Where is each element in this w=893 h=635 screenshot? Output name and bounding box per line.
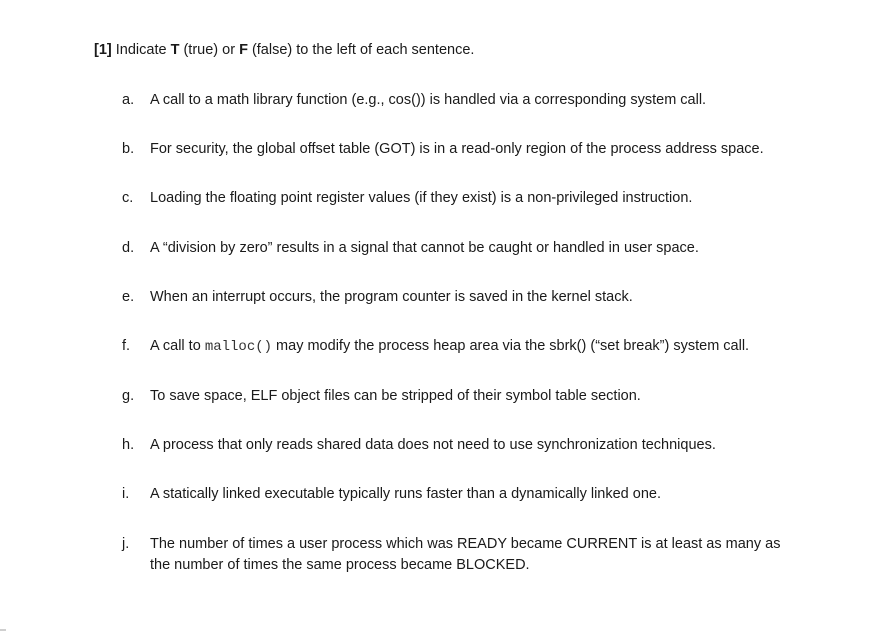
item-letter: c. <box>122 190 134 206</box>
item-text: For security, the global offset table (GOT) is in a read-only region of the process address space. <box>150 141 764 157</box>
false-letter: F <box>239 42 248 58</box>
item-text <box>150 534 810 576</box>
item-text: A “division by zero” results in a signal that cannot be caught or handled in user space. <box>150 240 699 256</box>
page-corner-mark <box>0 629 6 631</box>
item-letter: g. <box>122 388 135 404</box>
item-text: Loading the floating point register values (if they exist) is a non-privileged instruction. <box>150 190 693 206</box>
item-text: A process that only reads shared data does not need to use synchronization techniques. <box>150 437 716 453</box>
item-text: When an interrupt occurs, the program counter is saved in the kernel stack. <box>150 289 633 305</box>
question-intro-after: (false) to the left of each sentence. <box>247 42 475 58</box>
item-letter: d. <box>122 240 135 256</box>
item-text: A statically linked executable typically runs faster than a dynamically linked one. <box>150 486 661 502</box>
item-text: A call to a math library function (e.g., cos()) is handled via a corresponding system call. <box>150 92 707 108</box>
item-text-line1: The number of times a user process which was READY became CURRENT is at least as many as <box>150 536 781 552</box>
item-letter: i. <box>122 486 130 502</box>
item-text-line2: the number of times the same process became BLOCKED. <box>150 557 530 573</box>
item-text-after: may modify the process heap area via the sbrk() (“set break”) system call. <box>272 338 750 354</box>
item-letter: b. <box>122 141 135 157</box>
item-text: To save space, ELF object files can be stripped of their symbol table section. <box>150 388 641 404</box>
item-letter: e. <box>122 289 135 305</box>
item-letter: h. <box>122 437 135 453</box>
item-letter: j. <box>122 536 130 552</box>
question-intro-before: Indicate <box>111 42 171 58</box>
question-header <box>94 40 474 60</box>
item-text-before: A call to <box>150 338 205 354</box>
question-number: [1] <box>94 42 112 58</box>
item-letter: a. <box>122 92 135 108</box>
true-word: (true) or <box>179 42 240 58</box>
true-letter: T <box>170 42 180 58</box>
item-letter: f. <box>122 338 131 354</box>
item-text <box>150 336 810 358</box>
code-malloc: malloc() <box>204 339 273 355</box>
